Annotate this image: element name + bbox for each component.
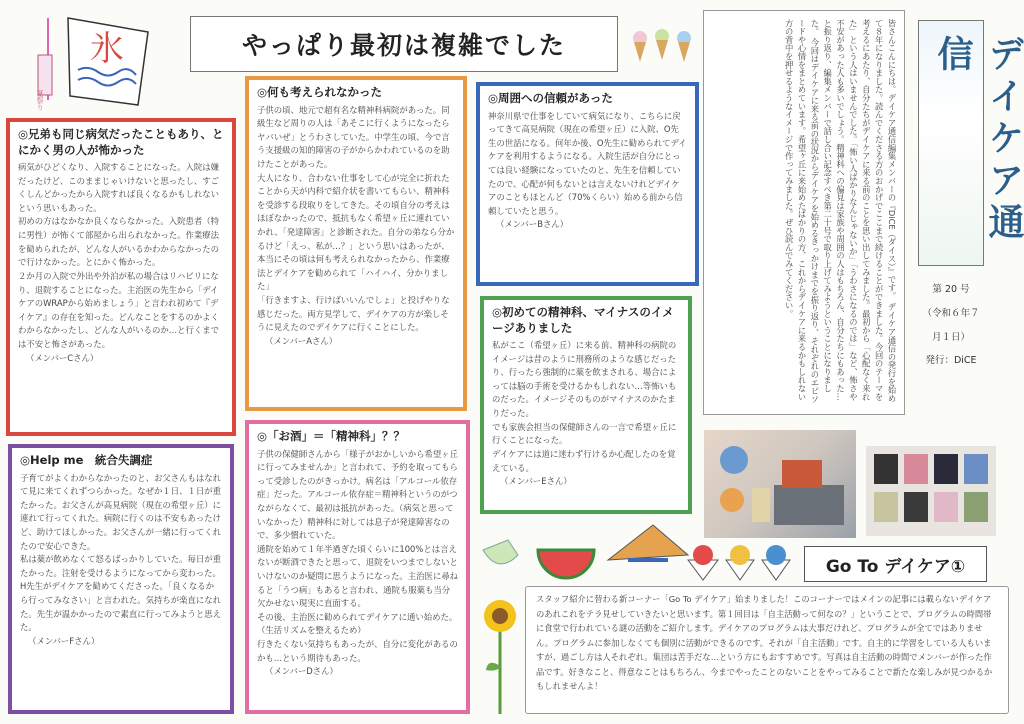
story-signature: （メンバーEさん）: [500, 476, 572, 487]
watermelon-icon: [538, 550, 594, 578]
story-box-member-f: [8, 444, 234, 714]
kakigori-banner-illustration: [8, 10, 183, 120]
issue-number: 第 20 号: [932, 284, 970, 295]
ice-cream-icons: [628, 28, 698, 68]
page-title: やっぱり最初は複雑でした: [190, 16, 618, 72]
story-box-member-d: [245, 420, 470, 714]
story-signature: （メンバーCさん）: [26, 352, 99, 363]
kakigori-icon: [483, 540, 518, 564]
story-heading: ◎初めての精神科、マイナスのイメージありました: [492, 305, 674, 335]
story-box-member-e: [480, 296, 692, 514]
story-heading: ◎「お酒」＝「精神科」？？: [257, 429, 406, 443]
story-body: 神奈川県で仕事をしていて病気になり、こちらに戻ってきて高見病院（現在の希望ヶ丘）に入院、O先生の世話になる。何年か後、O先生に勧められてデイケアを利用するようになる。入院生活が自分にとっては良い経験になっていたのと、先生を信頼していたので、心配が何もないとは言えないけれどデイケアのこともほとんど（70%くらい）始める前から信頼していたと思う。: [488, 110, 687, 216]
story-body: 病気がひどくなり、入院することになった。入院は嫌だったけど、このままじゃいけないと思ったし、すごくしんどかったから入院すれば良くなるかもしれないという思いもあった。 初めの方はなかなか良くならなかった。入院患者（特に男性）が怖くて部屋から出られなかった。作業療法を勧められたが、どんな人がいるかわからなかったので行けなかった。とにかく怖かった。 ２か月の入院で外出や外泊が私の場合はリハビリになり、退院することになった。主治医の先生から「デイケアのWRAPから始めましょう」と言われ初めて『デイケア』の存在を知った。どんなことをするのかよくわからなかったし、どんな人がいるのか…と行くまでは不安と怖さがあった。: [18, 162, 219, 349]
story-box-member-b: [476, 82, 699, 286]
story-body: 子供の頃、地元で超有名な精神科病院があった。同級生など周りの人は「あそこに行くようになったらヤバいぜ」とうわさしていた。中学生の頃、今で言う支援級の知的障害の子がからかわれているのを助けたことがあった。 大人になり、合わない仕事をして心が完全に折れたことから天が内科で紹介状を書いてもらい、精神科を受診する段取りをしてきた。その頃自分の考えはほぼなかったので、抵抗もなく希望ヶ丘に連れていかれ、「発達障害」と診断された。自分の弟なら分かるけど「えっ、私が…？」という思いはあったが、本当にその頃は何も考えられなかったから、作業療法とデイケアを勧められて「ハイハイ、分かりました」 「行きますよ、行けばいいんでしょ」と投げやりな感じだった。両方見学して、デイケアの方が楽しそうに見えたのでデイケアに行くことにした。: [257, 104, 455, 333]
flag-text: 夏祭り: [36, 90, 44, 111]
story-signature: （メンバーDさん）: [265, 666, 338, 677]
goto-daycare-body: スタッフ紹介に替わる新コーナー「Go To デイケア」始まりました！このコーナーではメインの記事には載らないデイケアのあれこれをテラ見せしていきたいと思います。第１回目は「自主活動って何なの？」ということで、プログラムの時間帯に食堂で行われている謎の活動をご紹介します。デイケアのプログラムは大事だけれど、プログラムが全てではありません。プログラムに参加しなくても個別に活動ができるのです。それが「自主活動」です。自主的に学習をしている人もいますが、過ごし方は人それぞれ。集団は苦手だな…という方にもおすすめです。写真は自主活動の時間でメンバーが作った作品です。好きなこと、得意なことはもちろん、今までやったことのないことをやってみることで新たな楽しみが見つかるかもしれませんよ！: [525, 586, 1009, 714]
summer-illustrations: [478, 520, 798, 590]
story-body: 子供の保健師さんから「様子がおかしいから希望ヶ丘に行ってみませんか」と言われて、予約を取ってもらって受診したのがきっかけ。病名は「アルコール依存症」だった。アルコール依存症＝精神科というのがつながらなくて、最初は抵抗があった。（病気と思っていなかった）精神科に対しては息子が発達障害なので、多少慣れていた。 通院を始めて１年半過ぎた頃くらいに100%とは言えないが断酒できたと思って、退院をいつまでしないといけないのか疑問に思うようになった。主治医に尋ねると「うつ病」もあると言われ、通院も服薬も当分欠かせない現実に直面する。 その後、主治医に勧められてデイケアに通い始めた。（生活リズムを整えるため） 行きたくない気持ちもあったが、自分に変化があるのかも…という期待もあった。: [257, 448, 458, 663]
story-heading: ◎周囲への信頼があった: [488, 91, 613, 105]
story-box-member-a: [245, 76, 467, 411]
issue-date: （令和６年７月１日）: [922, 307, 980, 343]
masthead: [918, 20, 1024, 266]
story-heading: ◎兄弟も同じ病気だったこともあり、とにかく男の人が怖かった: [18, 127, 224, 157]
story-body: 私がここ（希望ヶ丘）に来る前、精神科の病院のイメージは昔のように刑務所のような感じだったり、行ったら強制的に薬を飲まされる、場合によっては脳の手術を受けるかもしれない…等怖いものだった。イメージそのものがマイナスのかたまりだった。 でも家族会担当の保健師さんの一言で希望ヶ丘に行くことになった。 デイケアには道に迷わず行けるか心配したのを覚えている。: [492, 340, 677, 473]
issue-info: [918, 278, 984, 373]
intro-vertical-text: 皆さんこんにちは。デイケア通信編集メンバーの『DiCE（ダイス）』です。 デイケア通信の発行を始めて８年になりました。読んでくださる方のおかげでここまで続けることができました。今回のテーマを考えるにあたり、自分たちがデイケアに来る前のことを思い出してみました。最初から「心配なく来れた」という人はいませんでした。「怖い人ばかりなんじゃないか」「うわさになるのでは」など、怖さや不安があった人も多いでしょう。精神科への偏見は家族や周囲の人はもちろん、自分たちにもあった…と振り返り、編集メンバーで話し合い記念すべき第二十号で取り上げてみようということになりました。 今回はデイケアに来る前の状況からデイケアを始めるきっかけまでを振り返り、それぞれのエピソードや心情をまとめています。希望ヶ丘に来始めたばかりの方、これからデイケアに来るかもしれない方の背中を押せるようなイメージで作ってみました。ぜひ読んでみてください。: [703, 10, 905, 415]
festival-flag: [38, 55, 52, 95]
story-box-member-c: [6, 118, 236, 436]
story-heading: ◎Help me 統合失調症: [20, 453, 153, 467]
story-signature: （メンバーAさん）: [265, 335, 338, 346]
story-signature: （メンバーBさん）: [496, 219, 569, 230]
story-signature: （メンバーFさん）: [28, 635, 100, 646]
story-heading: ◎何も考えられなかった: [257, 85, 383, 99]
story-body: 子育てがよくわからなかったのと、お父さんもはなれて見に来てくれずつらかった。なぜか１日、１日が重たかった。お父さんが高見病院（現在の希望ヶ丘）に連れて行ってくれた。病院に行くのは不安もあったけど、助けてほしかった。お父さんが一緒に行ってくれたので安心できた。 私は薬が飲めなくて怒るばっかりしていた。毎日が重たかった。注射を受けるようになってから変わった。 H先生がデイケアを勧めてくださった。「良くなるから行ってみなさい」と言われた。気持ちが楽直になれた。先生が温かかったので素直に行ってみようと思えた。: [20, 472, 221, 633]
sunflower-icon: [480, 596, 520, 716]
shaved-ice-icon: [693, 545, 713, 565]
goto-daycare-title: Go To デイケア①: [804, 546, 987, 582]
masthead-title: デイケア通信: [932, 35, 1024, 245]
parasol-icon: [608, 525, 688, 560]
craft-photo-2: [866, 446, 996, 536]
issue-publisher: 発行：DiCE: [925, 355, 977, 367]
ice-kanji: 氷: [90, 29, 124, 69]
